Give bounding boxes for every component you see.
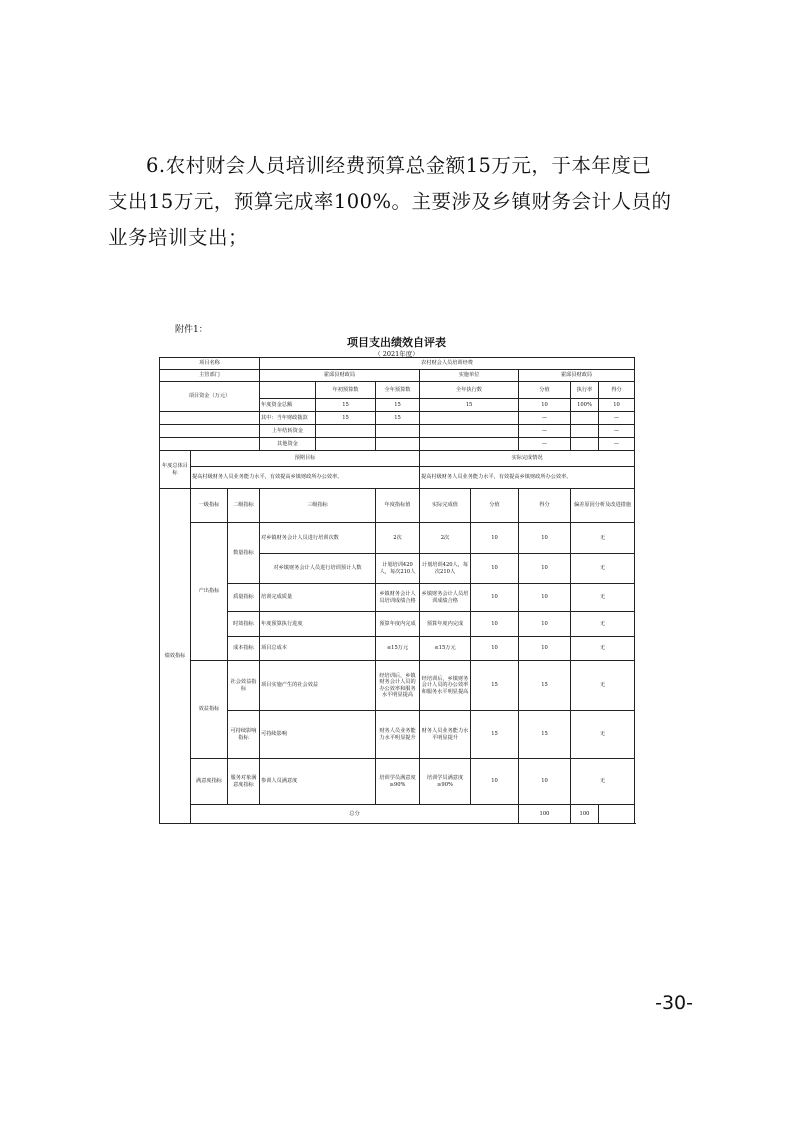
funds-cell: 10 (519, 399, 571, 412)
indicator-actual: 乡镇财务会计人员培训成绩合格 (420, 584, 471, 612)
table-row (160, 370, 635, 382)
funds-cell: 15 (316, 412, 376, 425)
funds-blank (160, 438, 260, 451)
indicator-got: 15 (519, 711, 571, 759)
indicator-got: 10 (519, 523, 571, 554)
funds-cell (420, 412, 519, 425)
funds-cell (376, 425, 420, 438)
indicator-name: 对乡镇财务会计人员进行培训次数 (260, 523, 376, 554)
indicator-target: 乡镇财务会计人员培训成绩合格 (376, 584, 420, 612)
indicator-score: 10 (471, 612, 519, 637)
indicator-note: 无 (571, 711, 635, 759)
funds-cell: — (599, 425, 635, 438)
col-header: 二级指标 (228, 489, 260, 523)
dept-value: 霍邱县财政局 (260, 370, 420, 382)
indicator-score: 15 (471, 711, 519, 759)
indicator-score: 15 (471, 661, 519, 711)
total-got: 100 (571, 805, 599, 824)
indicator-got: 10 (519, 637, 571, 661)
col-header: 全年预算数 (376, 382, 420, 399)
sub-sustain: 可持续影响指标 (228, 711, 260, 759)
actual-value: 提高村级财务人员业务能力水平，有效提高乡镇财政所办公效率。 (420, 467, 635, 489)
table-row (160, 661, 635, 711)
indicator-note: 无 (571, 523, 635, 554)
sub-quality: 质量指标 (228, 584, 260, 612)
funds-cell: 15 (316, 399, 376, 412)
table-row (160, 711, 635, 759)
sub-cost: 成本指标 (228, 637, 260, 661)
indicator-name: 对乡镇财务会计人员进行培训预计人数 (260, 554, 376, 584)
funds-cell (571, 438, 599, 451)
funds-label: 项目资金（万元） (160, 382, 260, 412)
table-title: 项目支出绩效自评表 (347, 336, 446, 349)
indicator-got: 10 (519, 584, 571, 612)
dept-label: 主管部门 (160, 370, 260, 382)
table-row (160, 805, 635, 824)
table-row (160, 438, 635, 451)
indicator-note: 无 (571, 584, 635, 612)
expected-value: 提高村级财务人员业务能力水平，有效提高乡镇财政所办公效率。 (191, 467, 420, 489)
project-name: 农村财会人员培训经费 (260, 358, 635, 370)
indicator-name: 培训完成质量 (260, 584, 376, 612)
col-header: 分值 (471, 489, 519, 523)
actual-label: 实际完成情况 (420, 451, 635, 467)
indicator-name: 项目总成本 (260, 637, 376, 661)
table-row (160, 759, 635, 805)
total-score: 100 (519, 805, 571, 824)
indicator-actual: 财务人员业务能力水平明显提升 (420, 711, 471, 759)
performance-table (159, 357, 635, 824)
indicator-name: 项目实施产生的社会效益 (260, 661, 376, 711)
indicator-actual: 培训学员满意度≥90% (420, 759, 471, 805)
col-header: 偏差原因分析及改进措施 (571, 489, 635, 523)
funds-row-label: 其中：当年财政拨款 (260, 412, 316, 425)
page-number: -30- (655, 992, 693, 1014)
col-header: 实际完成值 (420, 489, 471, 523)
indicator-actual: 预算年度内完成 (420, 612, 471, 637)
funds-cell (420, 425, 519, 438)
group-satisfaction: 满意度指标 (191, 759, 228, 805)
overall-label: 年度总体目标 (160, 451, 191, 489)
funds-row-label: 其他资金 (260, 438, 316, 451)
indicator-note: 无 (571, 637, 635, 661)
paragraph-line-3: 业务培训支出； (108, 226, 249, 249)
funds-cell: — (519, 438, 571, 451)
attachment-label: 附件1： (175, 325, 208, 335)
expected-label: 预期目标 (191, 451, 420, 467)
indicator-name: 参训人员满意度 (260, 759, 376, 805)
indicator-target: 经培训后，乡镇财务会计人员的办公效率和服务水平明显提高 (376, 661, 420, 711)
table-row (160, 382, 635, 399)
indicator-name: 年度预算执行进度 (260, 612, 376, 637)
funds-cell: — (599, 438, 635, 451)
indicator-note: 无 (571, 554, 635, 584)
indicator-score: 10 (471, 759, 519, 805)
funds-cell: — (519, 412, 571, 425)
funds-cell: 10 (599, 399, 635, 412)
funds-cell (316, 438, 376, 451)
project-name-label: 项目名称 (160, 358, 260, 370)
table-year: （ 2021年度） (374, 350, 419, 358)
indicator-actual: 计划培训420人，每次210人 (420, 554, 471, 584)
table-row (160, 523, 635, 554)
indicator-actual: 经培训后，乡镇财务会计人员的办公效率和服务水平明显提高 (420, 661, 471, 711)
indicator-note: 无 (571, 661, 635, 711)
indicator-target: 财务人员业务能力水平明显提升 (376, 711, 420, 759)
table-row (160, 612, 635, 637)
col-header: 得分 (599, 382, 635, 399)
table-row (160, 584, 635, 612)
indicator-score: 10 (471, 554, 519, 584)
col-header: 分值 (519, 382, 571, 399)
indicator-target: 2次 (376, 523, 420, 554)
indicator-note: 无 (571, 759, 635, 805)
indicator-target: 预算年度内完成 (376, 612, 420, 637)
funds-cell: 100% (571, 399, 599, 412)
table-row (160, 425, 635, 438)
funds-cell (420, 438, 519, 451)
col-header: 三级指标 (260, 489, 376, 523)
indicator-got: 10 (519, 759, 571, 805)
indicator-name: 可持续影响 (260, 711, 376, 759)
body-paragraph (108, 148, 696, 256)
funds-cell: 15 (376, 399, 420, 412)
funds-cell: 15 (376, 412, 420, 425)
group-output: 产出指标 (191, 523, 228, 661)
funds-label-spacer (260, 382, 316, 399)
indicator-target: ≤15万元 (376, 637, 420, 661)
total-note (599, 805, 635, 824)
col-header: 全年执行数 (420, 382, 519, 399)
funds-cell (571, 412, 599, 425)
funds-cell: — (599, 412, 635, 425)
indicator-score: 10 (471, 523, 519, 554)
sub-quantity: 数量指标 (228, 523, 260, 584)
funds-blank (160, 412, 260, 425)
funds-row-label: 上年结转资金 (260, 425, 316, 438)
table-row (160, 467, 635, 489)
funds-cell (571, 425, 599, 438)
funds-cell (376, 438, 420, 451)
indicator-got: 10 (519, 612, 571, 637)
indicator-side-label: 绩效指标 (160, 489, 191, 824)
impl-value: 霍邱县财政局 (519, 370, 635, 382)
funds-cell: 15 (420, 399, 519, 412)
group-benefit: 效益指标 (191, 661, 228, 759)
total-label: 总分 (191, 805, 519, 824)
indicator-score: 10 (471, 584, 519, 612)
col-header: 得分 (519, 489, 571, 523)
indicator-actual: 2次 (420, 523, 471, 554)
indicator-got: 10 (519, 554, 571, 584)
sub-service: 服务对象满意度指标 (228, 759, 260, 805)
paragraph-line-1: 6.农村财会人员培训经费预算总金额15万元，于本年度已 (146, 154, 652, 177)
sub-social: 社会效益指标 (228, 661, 260, 711)
funds-cell (316, 425, 376, 438)
col-header: 一级指标 (191, 489, 228, 523)
table-row (160, 637, 635, 661)
funds-row-label: 年度资金总额 (260, 399, 316, 412)
col-header: 年度指标值 (376, 489, 420, 523)
indicator-got: 15 (519, 661, 571, 711)
table-row (160, 412, 635, 425)
table-row (160, 358, 635, 370)
table-row (160, 451, 635, 467)
table-row (160, 489, 635, 523)
funds-cell: — (519, 425, 571, 438)
indicator-score: 10 (471, 637, 519, 661)
indicator-actual: ≤15万元 (420, 637, 471, 661)
funds-blank (160, 425, 260, 438)
paragraph-line-2: 支出15万元，预算完成率100%。主要涉及乡镇财务会计人员的 (108, 190, 672, 213)
sub-timeliness: 时效指标 (228, 612, 260, 637)
indicator-target: 计划培训420人，每次210人 (376, 554, 420, 584)
col-header: 执行率 (571, 382, 599, 399)
impl-label: 实施单位 (420, 370, 519, 382)
indicator-note: 无 (571, 612, 635, 637)
col-header: 年初预算数 (316, 382, 376, 399)
indicator-target: 培训学员满意度≥90% (376, 759, 420, 805)
